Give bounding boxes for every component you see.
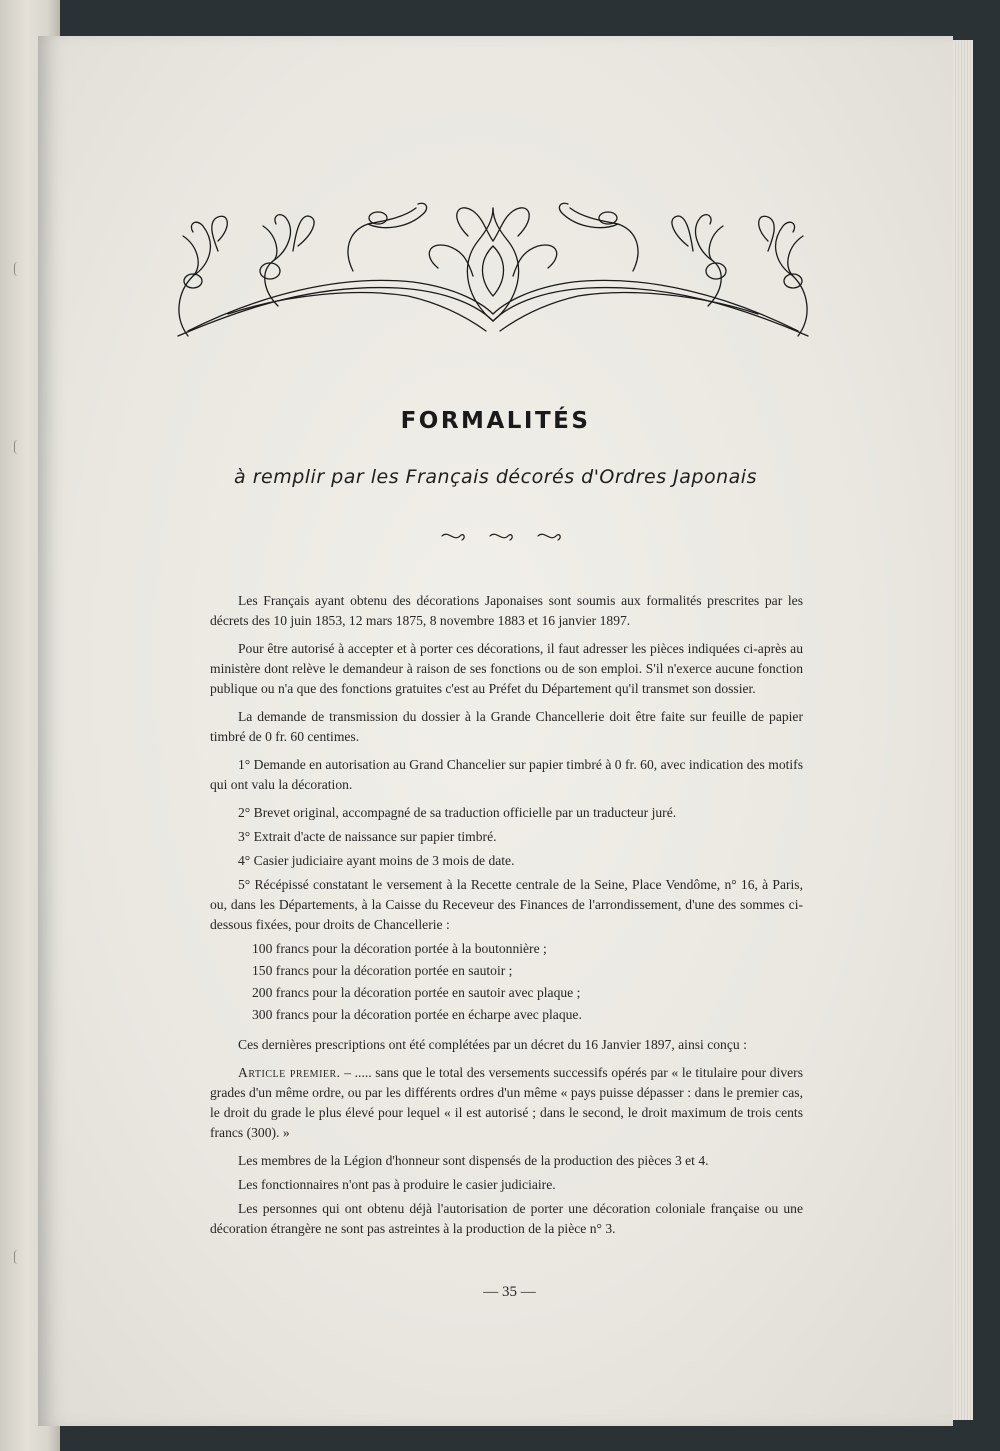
list-item: 3° Extrait d'acte de naissance sur papier timbré.	[238, 829, 497, 844]
fleuron-icon	[538, 534, 560, 540]
closing-paragraph: Les fonctionnaires n'ont pas à produire le casier judiciaire.	[238, 1177, 556, 1192]
closing-paragraph: Les personnes qui ont obtenu déjà l'autorisation de porter une décoration coloniale française ou une décoration étrangère ne sont pas astreintes à la production de la pièce n° 3.	[210, 1201, 803, 1236]
list-item: 4° Casier judiciaire ayant moins de 3 mois de date.	[238, 853, 515, 868]
paragraph: Les Français ayant obtenu des décorations Japonaises sont soumis aux formalités prescrites par les décrets des 10 juin 1853, 12 mars 1875, 8 novembre 1883 et 16 janvier 1897.	[210, 593, 803, 628]
list-item: 2° Brevet original, accompagné de sa traduction officielle par un traducteur juré.	[238, 805, 677, 820]
document-page	[38, 36, 953, 1426]
fleuron-icon	[490, 534, 512, 540]
fee-item: 100 francs pour la décoration portée à la boutonnière ;	[252, 941, 547, 956]
fee-item: 150 francs pour la décoration portée en sautoir ;	[252, 963, 513, 978]
list-item: 5° Récépissé constatant le versement à la Recette centrale de la Seine, Place Vendôme, n° 16, à Paris, ou, dans les Départements, à la Caisse du Receveur des Finances de l'arrondissement, d'une des sommes ci-dessous fixées, pour droits de Chancellerie :	[210, 877, 803, 932]
closing-paragraph: Les membres de la Légion d'honneur sont dispensés de la production des pièces 3 et 4.	[238, 1153, 709, 1168]
article-text: – ..... sans que le total des versements successifs opérés par « le titulaire pour divers grades d'un même ordre, ou par les différents ordres d'un même « pays puisse dépasser : dans le premier cas, le droit du grade le plus élevé pour lequel « il est autorisé ; dans le second, le droit maximum de trois cents francs (300). »	[210, 1065, 803, 1140]
fleuron-ornaments	[440, 528, 570, 548]
article-label: Article premier.	[238, 1065, 341, 1080]
fee-list	[252, 939, 803, 1025]
margin-mark	[14, 1250, 21, 1264]
page-number: — 35 —	[483, 1284, 536, 1300]
decree-intro: Ces dernières prescriptions ont été complétées par un décret du 16 Janvier 1897, ainsi conçu :	[238, 1037, 747, 1052]
fleuron-icon	[442, 534, 464, 540]
art-nouveau-floral-ornament	[168, 196, 818, 346]
page-stack-edge	[953, 40, 973, 1420]
list-item: 1° Demande en autorisation au Grand Chancelier sur papier timbré à 0 fr. 60, avec indication des motifs qui ont valu la décoration.	[210, 757, 803, 792]
paragraph: La demande de transmission du dossier à la Grande Chancellerie doit être faite sur feuille de papier timbré de 0 fr. 60 centimes.	[210, 709, 803, 744]
page-title: FORMALITÉS	[400, 408, 591, 434]
fee-item: 200 francs pour la décoration portée en sautoir avec plaque ;	[252, 985, 581, 1000]
page-subtitle: à remplir par les Français décorés d'Ordres Japonais	[234, 466, 757, 488]
fee-item: 300 francs pour la décoration portée en écharpe avec plaque.	[252, 1007, 582, 1022]
body-text	[210, 591, 803, 1247]
paragraph: Pour être autorisé à accepter et à porter ces décorations, il faut adresser les pièces indiquées ci-après au ministère dont relève le demandeur à raison de ses fonctions ou de son emploi. S'il n'exerce aucune fonction publique ou n'a que des fonctions gratuites c'est au Préfet du Département qu'il transmet son dossier.	[210, 641, 803, 696]
margin-mark	[14, 440, 21, 454]
article-quote	[210, 1063, 803, 1143]
margin-mark	[14, 262, 21, 276]
